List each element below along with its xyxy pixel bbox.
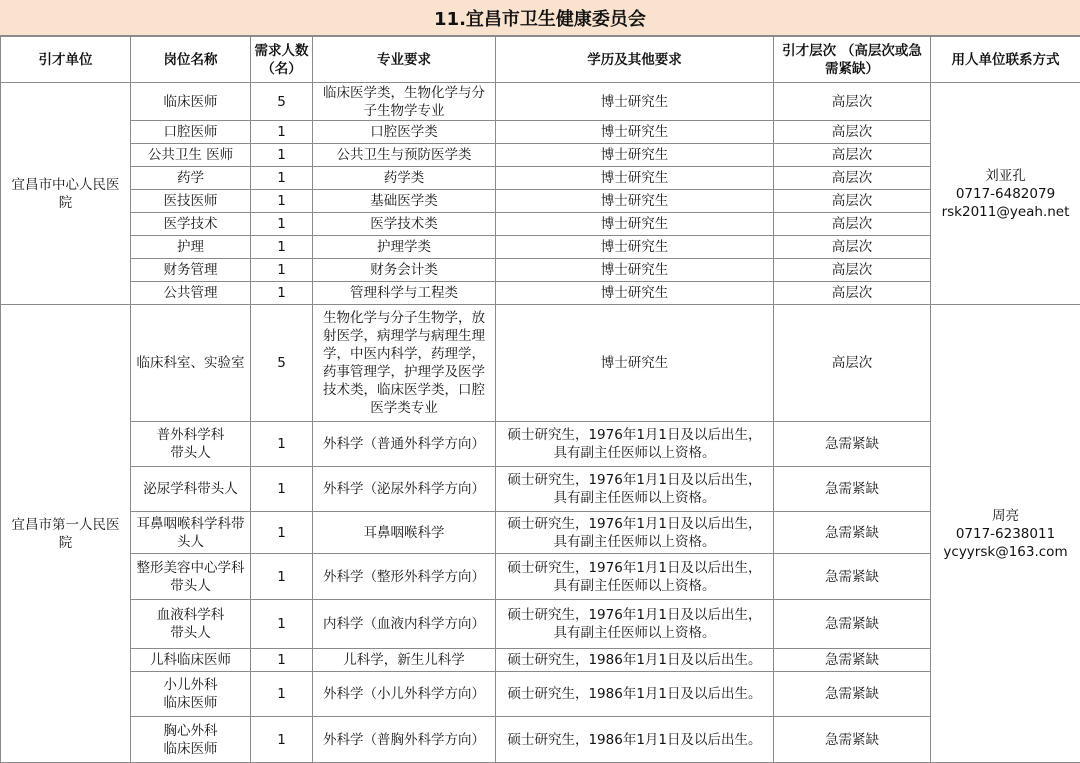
cell-level: 高层次 bbox=[774, 83, 931, 121]
cell-position: 临床科室、实验室 bbox=[131, 305, 251, 422]
cell-count: 1 bbox=[251, 600, 313, 649]
table-row bbox=[1, 282, 1080, 305]
header-row bbox=[1, 37, 1080, 83]
cell-major: 外科学（泌尿外科学方向） bbox=[313, 467, 496, 512]
cell-position: 口腔医师 bbox=[131, 121, 251, 144]
cell-level: 急需紧缺 bbox=[774, 512, 931, 554]
cell-education: 博士研究生 bbox=[496, 167, 774, 190]
cell-count: 1 bbox=[251, 422, 313, 467]
table-row bbox=[1, 554, 1080, 600]
cell-education: 博士研究生 bbox=[496, 282, 774, 305]
cell-major: 外科学（小儿外科学方向） bbox=[313, 672, 496, 717]
table-row bbox=[1, 717, 1080, 763]
cell-count: 1 bbox=[251, 236, 313, 259]
cell-count: 1 bbox=[251, 512, 313, 554]
cell-level: 急需紧缺 bbox=[774, 600, 931, 649]
cell-position: 财务管理 bbox=[131, 259, 251, 282]
cell-level: 高层次 bbox=[774, 259, 931, 282]
cell-major: 管理科学与工程类 bbox=[313, 282, 496, 305]
cell-major: 内科学（血液内科学方向） bbox=[313, 600, 496, 649]
cell-major: 外科学（普通外科学方向） bbox=[313, 422, 496, 467]
cell-count: 1 bbox=[251, 282, 313, 305]
cell-education: 博士研究生 bbox=[496, 259, 774, 282]
table-row bbox=[1, 83, 1080, 121]
cell-major: 基础医学类 bbox=[313, 190, 496, 213]
cell-education: 硕士研究生，1976年1月1日及以后出生， 具有副主任医师以上资格。 bbox=[496, 600, 774, 649]
cell-count: 5 bbox=[251, 305, 313, 422]
cell-level: 高层次 bbox=[774, 282, 931, 305]
cell-major: 生物化学与分子生物学，放 射医学，病理学与病理生理 学，中医内科学，药理学， 药事管理学，护理学及医学 技术类，临床医学类，口腔 医学类专业 bbox=[313, 305, 496, 422]
cell-count: 1 bbox=[251, 672, 313, 717]
header-education: 学历及其他要求 bbox=[496, 37, 774, 83]
cell-level: 高层次 bbox=[774, 167, 931, 190]
cell-position: 医技医师 bbox=[131, 190, 251, 213]
cell-unit: 宜昌市中心人民医 院 bbox=[1, 83, 131, 305]
table-row bbox=[1, 305, 1080, 422]
cell-position: 医学技术 bbox=[131, 213, 251, 236]
header-unit: 引才单位 bbox=[1, 37, 131, 83]
cell-contact: 刘亚孔 0717-6482079 rsk2011@yeah.net bbox=[931, 83, 1080, 305]
cell-education: 博士研究生 bbox=[496, 305, 774, 422]
cell-count: 1 bbox=[251, 717, 313, 763]
cell-count: 1 bbox=[251, 213, 313, 236]
table-row bbox=[1, 422, 1080, 467]
recruitment-table bbox=[0, 36, 1080, 763]
table-row bbox=[1, 121, 1080, 144]
cell-count: 1 bbox=[251, 649, 313, 672]
cell-major: 临床医学类，生物化学与分 子生物学专业 bbox=[313, 83, 496, 121]
cell-level: 高层次 bbox=[774, 190, 931, 213]
cell-position: 胸心外科 临床医师 bbox=[131, 717, 251, 763]
table-row bbox=[1, 190, 1080, 213]
cell-count: 1 bbox=[251, 190, 313, 213]
cell-major: 财务会计类 bbox=[313, 259, 496, 282]
cell-count: 5 bbox=[251, 83, 313, 121]
cell-level: 高层次 bbox=[774, 305, 931, 422]
cell-education: 硕士研究生，1976年1月1日及以后出生， 具有副主任医师以上资格。 bbox=[496, 554, 774, 600]
cell-unit: 宜昌市第一人民医 院 bbox=[1, 305, 131, 763]
cell-major: 医学技术类 bbox=[313, 213, 496, 236]
table-row bbox=[1, 236, 1080, 259]
cell-position: 血液科学科 带头人 bbox=[131, 600, 251, 649]
cell-position: 普外科学科 带头人 bbox=[131, 422, 251, 467]
table-row bbox=[1, 600, 1080, 649]
table-row bbox=[1, 259, 1080, 282]
cell-education: 博士研究生 bbox=[496, 213, 774, 236]
cell-major: 口腔医学类 bbox=[313, 121, 496, 144]
cell-position: 护理 bbox=[131, 236, 251, 259]
cell-education: 博士研究生 bbox=[496, 144, 774, 167]
cell-count: 1 bbox=[251, 121, 313, 144]
cell-major: 儿科学，新生儿科学 bbox=[313, 649, 496, 672]
cell-position: 耳鼻咽喉科学科带 头人 bbox=[131, 512, 251, 554]
table-row bbox=[1, 213, 1080, 236]
cell-position: 药学 bbox=[131, 167, 251, 190]
cell-count: 1 bbox=[251, 167, 313, 190]
cell-major: 外科学（普胸外科学方向） bbox=[313, 717, 496, 763]
cell-level: 高层次 bbox=[774, 213, 931, 236]
cell-major: 药学类 bbox=[313, 167, 496, 190]
cell-level: 高层次 bbox=[774, 236, 931, 259]
cell-major: 外科学（整形外科学方向） bbox=[313, 554, 496, 600]
cell-position: 泌尿学科带头人 bbox=[131, 467, 251, 512]
cell-position: 临床医师 bbox=[131, 83, 251, 121]
cell-level: 急需紧缺 bbox=[774, 672, 931, 717]
cell-position: 公共卫生 医师 bbox=[131, 144, 251, 167]
cell-education: 博士研究生 bbox=[496, 121, 774, 144]
header-count: 需求人数 （名） bbox=[251, 37, 313, 83]
cell-education: 博士研究生 bbox=[496, 190, 774, 213]
table-row bbox=[1, 144, 1080, 167]
cell-count: 1 bbox=[251, 259, 313, 282]
header-position: 岗位名称 bbox=[131, 37, 251, 83]
cell-count: 1 bbox=[251, 144, 313, 167]
table-row bbox=[1, 512, 1080, 554]
cell-level: 高层次 bbox=[774, 121, 931, 144]
cell-position: 小儿外科 临床医师 bbox=[131, 672, 251, 717]
cell-education: 博士研究生 bbox=[496, 236, 774, 259]
table-row bbox=[1, 167, 1080, 190]
table-row bbox=[1, 649, 1080, 672]
cell-education: 硕士研究生，1976年1月1日及以后出生， 具有副主任医师以上资格。 bbox=[496, 467, 774, 512]
cell-level: 急需紧缺 bbox=[774, 467, 931, 512]
cell-major: 耳鼻咽喉科学 bbox=[313, 512, 496, 554]
cell-major: 公共卫生与预防医学类 bbox=[313, 144, 496, 167]
table-row bbox=[1, 672, 1080, 717]
cell-position: 公共管理 bbox=[131, 282, 251, 305]
cell-major: 护理学类 bbox=[313, 236, 496, 259]
table-title: 11.宜昌市卫生健康委员会 bbox=[0, 0, 1080, 36]
cell-level: 急需紧缺 bbox=[774, 554, 931, 600]
header-level: 引才层次 （高层次或急需紧缺） bbox=[774, 37, 931, 83]
cell-contact: 周亮 0717-6238011 ycyyrsk@163.com bbox=[931, 305, 1080, 763]
cell-position: 整形美容中心学科 带头人 bbox=[131, 554, 251, 600]
table-row bbox=[1, 467, 1080, 512]
cell-count: 1 bbox=[251, 467, 313, 512]
cell-level: 急需紧缺 bbox=[774, 649, 931, 672]
cell-position: 儿科临床医师 bbox=[131, 649, 251, 672]
header-contact: 用人单位联系方式 bbox=[931, 37, 1080, 83]
header-major: 专业要求 bbox=[313, 37, 496, 83]
cell-level: 急需紧缺 bbox=[774, 422, 931, 467]
cell-count: 1 bbox=[251, 554, 313, 600]
cell-education: 硕士研究生，1986年1月1日及以后出生。 bbox=[496, 717, 774, 763]
cell-education: 硕士研究生，1986年1月1日及以后出生。 bbox=[496, 649, 774, 672]
cell-education: 硕士研究生，1976年1月1日及以后出生， 具有副主任医师以上资格。 bbox=[496, 512, 774, 554]
cell-education: 硕士研究生，1976年1月1日及以后出生， 具有副主任医师以上资格。 bbox=[496, 422, 774, 467]
cell-education: 硕士研究生，1986年1月1日及以后出生。 bbox=[496, 672, 774, 717]
cell-education: 博士研究生 bbox=[496, 83, 774, 121]
cell-level: 高层次 bbox=[774, 144, 931, 167]
cell-level: 急需紧缺 bbox=[774, 717, 931, 763]
